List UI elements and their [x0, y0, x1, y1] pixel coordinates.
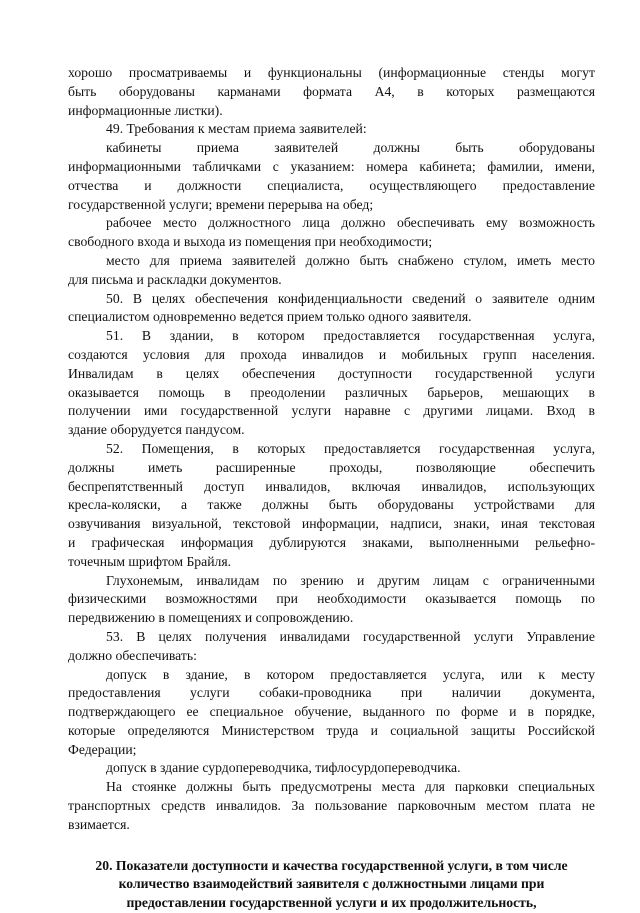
- text-line: для письма и раскладки документов.: [68, 271, 282, 287]
- text-line: отчества и должности специалиста, осуществляющего предоставление: [68, 177, 595, 193]
- text-line: предоставления услуги собаки-проводника при наличии документа,: [68, 685, 595, 701]
- document-page: [68, 64, 595, 913]
- text-line: Федерации;: [68, 741, 137, 757]
- text-line: передвижению в помещениях и сопровождению.: [68, 610, 354, 626]
- text-line: 51. В здании, в котором предоставляется государственная услуга,: [106, 328, 595, 344]
- text-line: Глухонемым, инвалидам по зрению и другим лицам с ограниченными: [106, 572, 595, 588]
- text-line: Инвалидам в целях обеспечения доступности государственной услуги: [68, 365, 595, 381]
- text-line: которые определяются Министерством труда и социальной защиты Российской: [68, 722, 595, 738]
- text-line: специалистом одновременно ведется прием только одного заявителя.: [68, 309, 472, 325]
- text-line: создаются условия для прохода инвалидов и мобильных групп населения.: [68, 346, 595, 362]
- text-line: кресла-коляски, а также должны быть оборудованы устройствами для: [68, 497, 595, 513]
- text-line: информационными табличками с указанием: номера кабинета; фамилии, имени,: [68, 158, 595, 174]
- text-line: оказывается помощь в преодолении различных барьеров, мешающих в: [68, 384, 595, 400]
- text-line: место для приема заявителей должно быть снабжено стулом, иметь место: [106, 252, 595, 268]
- text-line: озвучивания визуальной, текстовой информации, надписи, знаки, иная текстовая: [68, 516, 595, 532]
- text-line: На стоянке должны быть предусмотрены места для парковки специальных: [106, 779, 595, 795]
- text-line: 52. Помещения, в которых предоставляется государственная услуга,: [106, 440, 595, 456]
- text-line: беспрепятственный доступ инвалидов, включая инвалидов, использующих: [68, 478, 595, 494]
- text-line: получении ими государственной услуги наравне с другими лицами. Вход в: [68, 403, 595, 419]
- heading-line: количество взаимодействий заявителя с должностными лицами при: [118, 876, 545, 892]
- heading-line: предоставлении государственной услуги и их продолжительность,: [126, 895, 537, 911]
- text-line: рабочее место должностного лица должно обеспечивать ему возможность: [106, 215, 595, 231]
- text-line: физическими возможностями при необходимости оказывается помощь по: [68, 591, 595, 607]
- text-line: быть оборудованы карманами формата А4, в которых размещаются: [68, 83, 595, 99]
- text-line: 49. Требования к местам приема заявителей:: [106, 121, 367, 137]
- text-line: хорошо просматриваемы и функциональны (информационные стенды могут: [68, 65, 595, 80]
- text-line: государственной услуги; времени перерыва на обед;: [68, 196, 374, 212]
- text-line: взимается.: [68, 816, 130, 832]
- text-line: и графическая информация дублируются знаками, выполненными рельефно-: [68, 534, 595, 550]
- text-line: 53. В целях получения инвалидами государственной услуги Управление: [106, 628, 595, 644]
- section-gap: [68, 835, 595, 857]
- text-line: допуск в здание, в котором предоставляется услуга, или к месту: [106, 666, 595, 682]
- text-line: 50. В целях обеспечения конфиденциальности сведений о заявителе одним: [106, 290, 595, 306]
- text-line: свободного входа и выхода из помещения при необходимости;: [68, 234, 433, 250]
- heading-line: 20. Показатели доступности и качества государственной услуги, в том числе: [95, 857, 568, 873]
- text-line: кабинеты приема заявителей должны быть оборудованы: [106, 140, 595, 156]
- text-line: должны иметь расширенные проходы, позволяющие обеспечить: [68, 459, 595, 475]
- body-text: [68, 64, 595, 835]
- text-line: точечным шрифтом Брайля.: [68, 553, 232, 569]
- text-line: здание оборудуется пандусом.: [68, 422, 245, 438]
- text-line: подтверждающего ее специальное обучение, выданного по форме и в порядке,: [68, 704, 595, 720]
- text-line: транспортных средств инвалидов. За пользование парковочным местом плата не: [68, 798, 595, 814]
- text-line: информационные листки).: [68, 102, 223, 118]
- text-line: должно обеспечивать:: [68, 647, 197, 663]
- text-line: допуск в здание сурдопереводчика, тифлосурдопереводчика.: [106, 760, 461, 776]
